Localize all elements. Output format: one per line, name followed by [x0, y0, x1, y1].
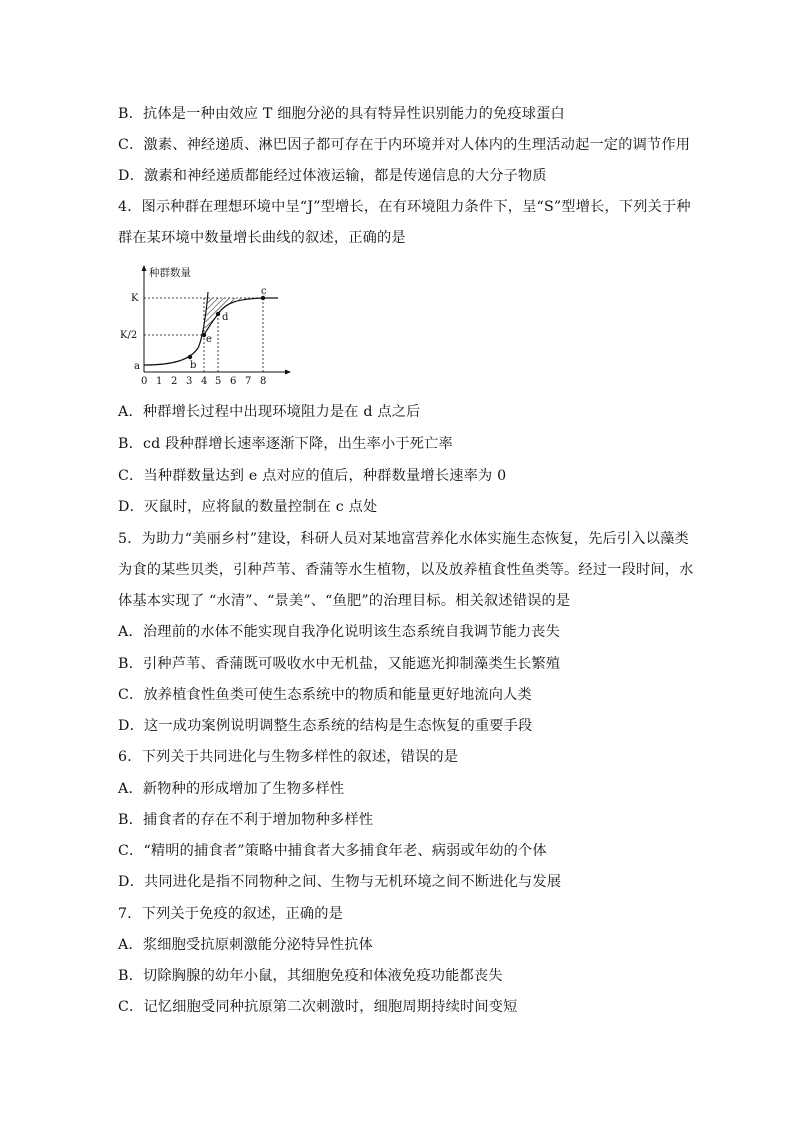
- point-label-d: d: [222, 312, 229, 323]
- point-label-b: b: [190, 360, 197, 371]
- x-tick-1: 1: [156, 376, 163, 387]
- question-4-stem: 4．图示种群在理想环境中呈“J”型增长，在有环境阻力条件下，呈“S”型增长，下列关于种: [118, 199, 691, 215]
- option-3d: D．激素和神经递质都能经过体液运输，都是传递信息的大分子物质: [118, 168, 547, 184]
- growth-curve-graph: [118, 262, 298, 392]
- x-tick-4: 4: [201, 376, 208, 387]
- x-tick-5: 5: [215, 376, 222, 387]
- x-axis-arrow: [285, 370, 291, 375]
- y-tick-k: K: [131, 293, 139, 304]
- option-7a: A．浆细胞受抗原刺激能分泌特异性抗体: [118, 937, 374, 953]
- option-3b: B．抗体是一种由效应 T 细胞分泌的具有特异性识别能力的免疫球蛋白: [118, 106, 565, 122]
- x-tick-3: 3: [186, 376, 193, 387]
- option-4c: C．当种群数量达到 e 点对应的值后，种群数量增长速率为 0: [118, 468, 507, 484]
- population-growth-figure: [118, 262, 298, 392]
- x-tick-6: 6: [230, 376, 237, 387]
- question-4-stem-cont: 群在某环境中数量增长曲线的叙述，正确的是: [118, 230, 406, 246]
- question-5-stem-cont-2: 体基本实现了 “水清”、“景美”、“鱼肥”的治理目标。相关叙述错误的是: [118, 593, 571, 609]
- option-7c: C．记忆细胞受同种抗原第二次刺激时，细胞周期持续时间变短: [118, 999, 518, 1015]
- option-4b: B．cd 段种群增长速率逐渐下降，出生率小于死亡率: [118, 436, 453, 452]
- option-5c: C．放养植食性鱼类可使生态系统中的物质和能量更好地流向人类: [118, 687, 532, 703]
- question-6-stem: 6．下列关于共同进化与生物多样性的叙述，错误的是: [118, 749, 459, 765]
- question-5-stem: 5．为助力“美丽乡村”建设，科研人员对某地富营养化水体实施生态恢复，先后引入以藻类: [118, 531, 689, 547]
- option-7b: B．切除胸腺的幼年小鼠，其细胞免疫和体液免疫功能都丧失: [118, 968, 503, 984]
- point-label-a: a: [134, 361, 140, 372]
- point-label-c: c: [261, 286, 267, 297]
- option-4d: D．灭鼠时，应将鼠的数量控制在 c 点处: [118, 499, 378, 515]
- point-label-e: e: [206, 334, 212, 345]
- option-6d: D．共同进化是指不同物种之间、生物与无机环境之间不断进化与发展: [118, 874, 562, 890]
- option-5a: A．治理前的水体不能实现自我净化说明该生态系统自我调节能力丧失: [118, 624, 561, 640]
- x-tick-8: 8: [260, 376, 267, 387]
- j-curve: [144, 292, 208, 365]
- option-6c: C．“精明的捕食者”策略中捕食者大多捕食年老、病弱或年幼的个体: [118, 843, 547, 859]
- question-5-stem-cont-1: 为食的某些贝类，引种芦苇、香蒲等水生植物，以及放养植食性鱼类等。经过一段时间，水: [118, 562, 694, 578]
- option-5d: D．这一成功案例说明调整生态系统的结构是生态恢复的重要手段: [118, 718, 533, 734]
- x-tick-2: 2: [171, 376, 178, 387]
- point-b: [188, 355, 192, 359]
- x-tick-0: 0: [141, 376, 148, 387]
- y-tick-half-k: K/2: [120, 330, 138, 341]
- option-6b: B．捕食者的存在不利于增加物种多样性: [118, 812, 374, 828]
- y-axis-arrow: [142, 265, 147, 271]
- option-6a: A．新物种的形成增加了生物多样性: [118, 781, 345, 797]
- question-7-stem: 7．下列关于免疫的叙述，正确的是: [118, 906, 344, 922]
- option-3c: C．激素、神经递质、淋巴因子都可存在于内环境并对人体内的生理活动起一定的调节作用: [118, 137, 691, 153]
- y-axis-label: 种群数量: [149, 267, 191, 279]
- option-5b: B．引种芦苇、香蒲既可吸收水中无机盐，又能遮光抑制藻类生长繁殖: [118, 656, 561, 672]
- x-tick-7: 7: [245, 376, 252, 387]
- point-d: [216, 312, 220, 316]
- option-4a: A．种群增长过程中出现环境阻力是在 d 点之后: [118, 404, 421, 420]
